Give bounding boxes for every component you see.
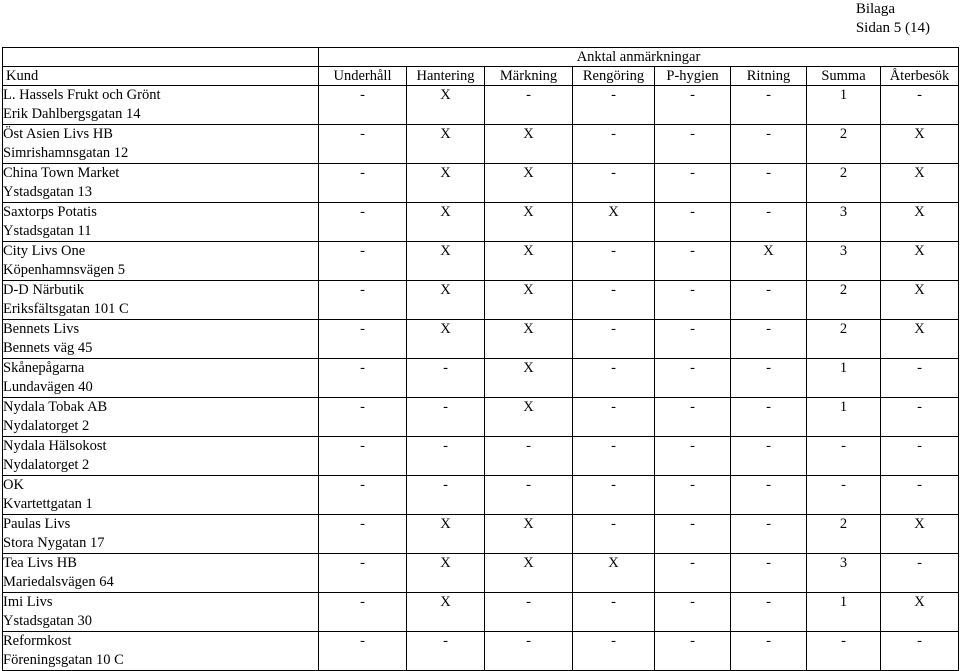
table-row <box>3 125 959 164</box>
customer-name: Saxtorps Potatis <box>3 204 97 220</box>
page-header <box>856 0 930 38</box>
cell-aterbesok: X <box>881 125 959 164</box>
cell-ritning: - <box>731 164 807 203</box>
cell-aterbesok: X <box>881 320 959 359</box>
column-header-markning: Märkning <box>485 67 573 86</box>
cell-aterbesok: - <box>881 86 959 125</box>
cell-aterbesok: - <box>881 398 959 437</box>
cell-p-hygien: - <box>655 593 731 632</box>
customer-name: Imi Livs <box>3 594 53 610</box>
cell-underhall: - <box>319 320 407 359</box>
cell-markning: - <box>485 86 573 125</box>
table-row <box>3 398 959 437</box>
cell-hantering: - <box>407 359 485 398</box>
cell-p-hygien: - <box>655 632 731 671</box>
cell-hantering: - <box>407 632 485 671</box>
cell-summa: 2 <box>807 515 881 554</box>
cell-aterbesok: X <box>881 203 959 242</box>
cell-rengoring: - <box>573 164 655 203</box>
table-row <box>3 86 959 125</box>
customer-cell <box>3 125 319 164</box>
cell-underhall: - <box>319 437 407 476</box>
cell-underhall: - <box>319 164 407 203</box>
cell-hantering: - <box>407 398 485 437</box>
cell-ritning: - <box>731 203 807 242</box>
table-row <box>3 281 959 320</box>
cell-underhall: - <box>319 632 407 671</box>
cell-rengoring: - <box>573 281 655 320</box>
column-header-underhall: Underhåll <box>319 67 407 86</box>
cell-hantering: - <box>407 476 485 515</box>
cell-markning: - <box>485 476 573 515</box>
customer-address: Lundavägen 40 <box>3 379 93 395</box>
cell-aterbesok: X <box>881 164 959 203</box>
customer-address: Stora Nygatan 17 <box>3 535 105 551</box>
attachment-label: Bilaga <box>855 1 895 17</box>
cell-underhall: - <box>319 242 407 281</box>
cell-aterbesok: - <box>881 359 959 398</box>
column-header-row <box>3 67 959 86</box>
table-row <box>3 632 959 671</box>
customer-address: Eriksfältsgatan 101 C <box>3 301 129 317</box>
cell-markning: X <box>485 203 573 242</box>
cell-p-hygien: - <box>655 242 731 281</box>
cell-hantering: - <box>407 437 485 476</box>
cell-rengoring: - <box>573 320 655 359</box>
table-row <box>3 164 959 203</box>
table-body <box>3 86 959 671</box>
cell-hantering: X <box>407 125 485 164</box>
cell-summa: - <box>807 437 881 476</box>
cell-rengoring: - <box>573 86 655 125</box>
cell-hantering: X <box>407 515 485 554</box>
cell-aterbesok: - <box>881 632 959 671</box>
cell-hantering: X <box>407 554 485 593</box>
cell-ritning: X <box>731 242 807 281</box>
cell-summa: 3 <box>807 554 881 593</box>
cell-aterbesok: - <box>881 554 959 593</box>
cell-underhall: - <box>319 203 407 242</box>
customer-name: City Livs One <box>3 243 86 259</box>
cell-underhall: - <box>319 554 407 593</box>
cell-underhall: - <box>319 593 407 632</box>
cell-hantering: X <box>407 164 485 203</box>
customer-name: Skånepågarna <box>3 360 85 376</box>
cell-underhall: - <box>319 281 407 320</box>
cell-ritning: - <box>731 476 807 515</box>
customer-address: Ystadsgatan 11 <box>3 223 92 239</box>
cell-rengoring: X <box>573 554 655 593</box>
customer-cell <box>3 554 319 593</box>
customer-cell <box>3 281 319 320</box>
cell-p-hygien: - <box>655 164 731 203</box>
customer-address: Köpenhamnsvägen 5 <box>3 262 126 278</box>
cell-hantering: X <box>407 593 485 632</box>
cell-rengoring: - <box>573 125 655 164</box>
cell-summa: 2 <box>807 281 881 320</box>
customer-cell <box>3 86 319 125</box>
cell-ritning: - <box>731 398 807 437</box>
cell-p-hygien: - <box>655 437 731 476</box>
table-row <box>3 554 959 593</box>
cell-aterbesok: X <box>881 281 959 320</box>
column-header-rengoring: Rengöring <box>573 67 655 86</box>
column-header-hantering: Hantering <box>407 67 485 86</box>
customer-cell <box>3 398 319 437</box>
customer-name: OK <box>3 477 24 493</box>
cell-underhall: - <box>319 359 407 398</box>
cell-hantering: X <box>407 203 485 242</box>
table-row <box>3 437 959 476</box>
cell-summa: 1 <box>807 359 881 398</box>
customer-name: L. Hassels Frukt och Grönt <box>3 87 161 103</box>
cell-underhall: - <box>319 515 407 554</box>
cell-underhall: - <box>319 476 407 515</box>
cell-summa: - <box>807 632 881 671</box>
cell-ritning: - <box>731 86 807 125</box>
cell-rengoring: - <box>573 398 655 437</box>
cell-aterbesok: X <box>881 593 959 632</box>
cell-p-hygien: - <box>655 203 731 242</box>
customer-name: D-D Närbutik <box>3 282 84 298</box>
cell-markning: X <box>485 320 573 359</box>
customer-name: China Town Market <box>3 165 120 181</box>
customer-name: Tea Livs HB <box>3 555 77 571</box>
table-row <box>3 359 959 398</box>
table-row <box>3 476 959 515</box>
cell-aterbesok: X <box>881 242 959 281</box>
table-row <box>3 242 959 281</box>
column-header-p-hygien: P-hygien <box>655 67 731 86</box>
cell-hantering: X <box>407 242 485 281</box>
cell-p-hygien: - <box>655 476 731 515</box>
customer-cell <box>3 203 319 242</box>
cell-aterbesok: - <box>881 437 959 476</box>
cell-rengoring: - <box>573 242 655 281</box>
group-header-row <box>3 48 959 67</box>
table-row <box>3 593 959 632</box>
cell-rengoring: - <box>573 515 655 554</box>
customer-cell <box>3 359 319 398</box>
cell-p-hygien: - <box>655 125 731 164</box>
customer-cell <box>3 632 319 671</box>
cell-summa: 3 <box>807 242 881 281</box>
customer-address: Bennets väg 45 <box>3 340 93 356</box>
cell-summa: 1 <box>807 398 881 437</box>
cell-ritning: - <box>731 554 807 593</box>
customer-name: Paulas Livs <box>3 516 71 532</box>
cell-p-hygien: - <box>655 86 731 125</box>
customer-name: Öst Asien Livs HB <box>3 126 113 142</box>
cell-ritning: - <box>731 632 807 671</box>
cell-underhall: - <box>319 125 407 164</box>
customer-address: Nydalatorget 2 <box>3 457 90 473</box>
column-header-summa: Summa <box>807 67 881 86</box>
customer-address: Ystadsgatan 30 <box>3 613 92 629</box>
cell-rengoring: - <box>573 632 655 671</box>
cell-p-hygien: - <box>655 554 731 593</box>
cell-rengoring: - <box>573 437 655 476</box>
cell-p-hygien: - <box>655 359 731 398</box>
cell-underhall: - <box>319 398 407 437</box>
cell-p-hygien: - <box>655 515 731 554</box>
table-row <box>3 515 959 554</box>
table-row <box>3 203 959 242</box>
cell-p-hygien: - <box>655 398 731 437</box>
cell-ritning: - <box>731 359 807 398</box>
cell-markning: X <box>485 281 573 320</box>
cell-rengoring: X <box>573 203 655 242</box>
cell-ritning: - <box>731 515 807 554</box>
customer-cell <box>3 515 319 554</box>
column-header-aterbesok: Återbesök <box>881 67 959 86</box>
cell-markning: X <box>485 125 573 164</box>
cell-ritning: - <box>731 281 807 320</box>
table-row <box>3 320 959 359</box>
customer-name: Bennets Livs <box>3 321 80 337</box>
cell-ritning: - <box>731 593 807 632</box>
cell-hantering: X <box>407 320 485 359</box>
group-header-blank <box>3 48 319 67</box>
cell-markning: - <box>485 593 573 632</box>
customer-address: Erik Dahlbergsgatan 14 <box>3 106 141 122</box>
cell-rengoring: - <box>573 359 655 398</box>
customer-address: Simrishamnsgatan 12 <box>3 145 129 161</box>
cell-ritning: - <box>731 320 807 359</box>
cell-ritning: - <box>731 125 807 164</box>
cell-rengoring: - <box>573 593 655 632</box>
cell-summa: 2 <box>807 164 881 203</box>
cell-summa: 3 <box>807 203 881 242</box>
customer-address: Ystadsgatan 13 <box>3 184 92 200</box>
customer-cell <box>3 242 319 281</box>
cell-hantering: X <box>407 281 485 320</box>
inspection-table <box>2 47 959 671</box>
cell-markning: X <box>485 398 573 437</box>
cell-p-hygien: - <box>655 281 731 320</box>
cell-p-hygien: - <box>655 320 731 359</box>
cell-summa: 1 <box>807 86 881 125</box>
customer-cell <box>3 437 319 476</box>
customer-cell <box>3 320 319 359</box>
customer-cell <box>3 476 319 515</box>
customer-cell <box>3 164 319 203</box>
customer-name: Nydala Hälsokost <box>3 438 107 454</box>
column-header-ritning: Ritning <box>731 67 807 86</box>
customer-address: Nydalatorget 2 <box>3 418 90 434</box>
column-header-kund: Kund <box>3 67 319 86</box>
cell-hantering: X <box>407 86 485 125</box>
cell-aterbesok: X <box>881 515 959 554</box>
cell-markning: X <box>485 164 573 203</box>
cell-summa: 1 <box>807 593 881 632</box>
cell-markning: X <box>485 554 573 593</box>
cell-markning: X <box>485 242 573 281</box>
group-header-label: Anktal anmärkningar <box>319 48 959 67</box>
cell-summa: - <box>807 476 881 515</box>
cell-summa: 2 <box>807 320 881 359</box>
cell-rengoring: - <box>573 476 655 515</box>
cell-ritning: - <box>731 437 807 476</box>
customer-address: Föreningsgatan 10 C <box>3 652 124 668</box>
customer-name: Reformkost <box>3 633 72 649</box>
customer-cell <box>3 593 319 632</box>
cell-markning: X <box>485 515 573 554</box>
customer-address: Mariedalsvägen 64 <box>3 574 114 590</box>
cell-underhall: - <box>319 86 407 125</box>
customer-name: Nydala Tobak AB <box>3 399 108 415</box>
cell-markning: X <box>485 359 573 398</box>
customer-address: Kvartettgatan 1 <box>3 496 93 512</box>
cell-summa: 2 <box>807 125 881 164</box>
page-number: Sidan 5 (14) <box>855 20 930 36</box>
cell-markning: - <box>485 437 573 476</box>
cell-aterbesok: - <box>881 476 959 515</box>
cell-markning: - <box>485 632 573 671</box>
